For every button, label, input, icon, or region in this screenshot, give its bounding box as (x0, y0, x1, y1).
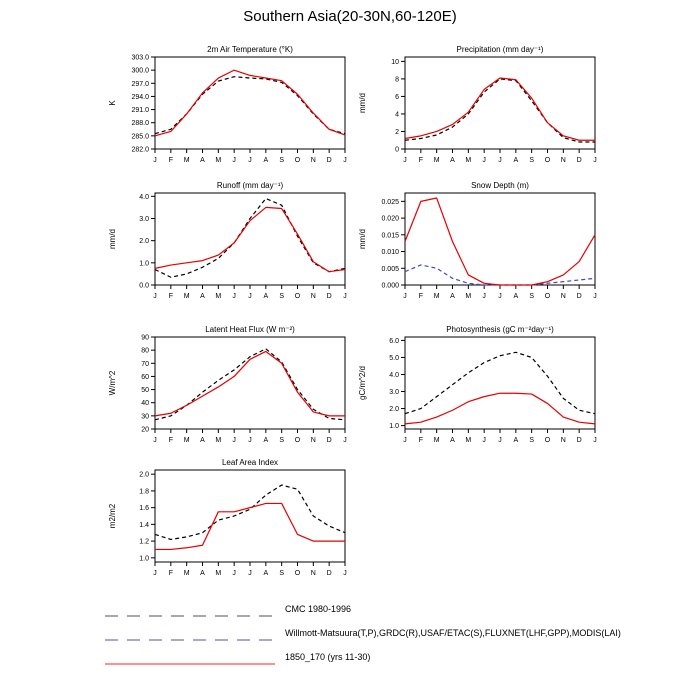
svg-text:0.0: 0.0 (139, 282, 149, 290)
chart-2m-air-temperature (103, 41, 353, 169)
chart-svg (353, 321, 603, 449)
svg-text:30: 30 (141, 413, 149, 421)
svg-text:Latent Heat Flux (W m⁻²): Latent Heat Flux (W m⁻²) (205, 325, 295, 334)
svg-text:M: M (465, 437, 472, 444)
svg-text:F: F (418, 293, 423, 300)
svg-text:J: J (403, 437, 407, 444)
svg-text:2.0: 2.0 (139, 238, 149, 246)
legend-item (105, 597, 685, 621)
svg-text:1.4: 1.4 (139, 521, 149, 529)
svg-text:D: D (576, 157, 582, 164)
svg-text:J: J (403, 293, 407, 300)
legend-line-sample (105, 630, 275, 636)
svg-text:N: N (310, 437, 316, 444)
svg-text:80: 80 (141, 347, 149, 355)
svg-text:K: K (108, 100, 117, 106)
series-line (155, 351, 345, 415)
svg-text:D: D (326, 293, 332, 300)
svg-text:J: J (498, 437, 502, 444)
svg-text:O: O (294, 437, 301, 444)
svg-text:S: S (529, 293, 535, 300)
chart-runoff (103, 177, 353, 305)
svg-text:1.0: 1.0 (389, 423, 399, 431)
svg-text:O: O (544, 293, 551, 300)
svg-text:F: F (168, 293, 173, 300)
svg-text:J: J (593, 293, 597, 300)
svg-text:2m Air Temperature (°K): 2m Air Temperature (°K) (207, 45, 293, 54)
svg-text:J: J (482, 437, 486, 444)
svg-text:M: M (433, 437, 440, 444)
svg-text:S: S (279, 157, 285, 164)
svg-text:4: 4 (395, 111, 399, 119)
svg-text:J: J (343, 157, 347, 164)
legend-label: Willmott-Matsuura(T,P),GRDC(R),USAF/ETAC(S),FLUXNET(LHF,GPP),MODIS(LAI) (285, 628, 621, 638)
svg-text:S: S (279, 293, 285, 300)
legend-line-sample (105, 606, 275, 612)
svg-text:0.015: 0.015 (381, 232, 399, 240)
svg-text:F: F (418, 437, 423, 444)
legend (105, 597, 685, 669)
svg-text:3.0: 3.0 (389, 389, 399, 397)
svg-text:gC/m^2/d: gC/m^2/d (358, 366, 367, 400)
svg-text:2: 2 (395, 128, 399, 136)
svg-text:A: A (513, 293, 519, 300)
svg-text:J: J (248, 293, 252, 300)
svg-text:291.0: 291.0 (131, 107, 149, 115)
svg-text:A: A (450, 437, 455, 444)
legend-item (105, 621, 685, 645)
series-line (155, 207, 345, 271)
svg-text:M: M (215, 157, 222, 164)
svg-text:J: J (593, 437, 597, 444)
chart-svg (353, 41, 603, 169)
svg-text:Photosynthesis (gC m⁻²day⁻¹): Photosynthesis (gC m⁻²day⁻¹) (446, 325, 554, 334)
svg-text:D: D (576, 437, 582, 444)
svg-text:A: A (200, 157, 205, 164)
svg-text:N: N (310, 570, 316, 577)
svg-text:N: N (310, 293, 316, 300)
chart-photosynthesis (353, 321, 603, 449)
svg-text:D: D (326, 157, 332, 164)
svg-text:50: 50 (141, 387, 149, 395)
svg-text:D: D (326, 437, 332, 444)
svg-text:M: M (183, 293, 190, 300)
svg-text:J: J (153, 157, 157, 164)
series-line (155, 70, 345, 136)
svg-text:303.0: 303.0 (131, 54, 149, 62)
svg-text:mm/d: mm/d (358, 93, 367, 113)
chart-svg (103, 177, 353, 305)
svg-text:O: O (544, 157, 551, 164)
svg-text:F: F (418, 157, 423, 164)
series-line (405, 198, 595, 285)
svg-text:1.0: 1.0 (139, 260, 149, 268)
chart-svg (353, 177, 603, 305)
svg-text:J: J (343, 437, 347, 444)
chart-latent-heat-flux (103, 321, 353, 449)
svg-text:N: N (560, 437, 566, 444)
svg-text:J: J (482, 157, 486, 164)
svg-text:90: 90 (141, 334, 149, 342)
chart-svg (103, 454, 353, 582)
svg-text:M: M (215, 570, 222, 577)
svg-text:J: J (498, 293, 502, 300)
svg-text:J: J (232, 437, 236, 444)
svg-text:285.0: 285.0 (131, 133, 149, 141)
series-line (405, 265, 595, 285)
svg-text:40: 40 (141, 400, 149, 408)
svg-text:M: M (433, 293, 440, 300)
page-title: Southern Asia(20-30N,60-120E) (243, 8, 457, 25)
svg-text:N: N (310, 157, 316, 164)
svg-text:70: 70 (141, 360, 149, 368)
svg-text:0.020: 0.020 (381, 215, 399, 223)
svg-text:Leaf Area Index: Leaf Area Index (221, 458, 279, 467)
svg-text:J: J (232, 157, 236, 164)
svg-text:A: A (513, 437, 519, 444)
series-line (405, 352, 595, 413)
svg-text:1.0: 1.0 (139, 555, 149, 563)
svg-text:mm/d: mm/d (108, 229, 117, 249)
svg-text:J: J (482, 293, 486, 300)
svg-text:O: O (294, 570, 301, 577)
svg-text:M: M (183, 437, 190, 444)
svg-text:60: 60 (141, 373, 149, 381)
svg-text:M: M (215, 293, 222, 300)
svg-text:M: M (183, 157, 190, 164)
svg-text:0.010: 0.010 (381, 249, 399, 257)
chart-svg (103, 41, 353, 169)
svg-text:S: S (279, 570, 285, 577)
svg-text:4.0: 4.0 (139, 193, 149, 201)
svg-text:288.0: 288.0 (131, 120, 149, 128)
svg-text:W/m^2: W/m^2 (108, 370, 117, 396)
svg-text:282.0: 282.0 (131, 146, 149, 154)
svg-text:J: J (248, 157, 252, 164)
chart-snow-depth (353, 177, 603, 305)
svg-text:O: O (294, 293, 301, 300)
svg-text:D: D (576, 293, 582, 300)
svg-text:294.0: 294.0 (131, 93, 149, 101)
svg-text:J: J (593, 157, 597, 164)
chart-leaf-area-index (103, 454, 353, 582)
svg-text:A: A (263, 157, 269, 164)
svg-text:J: J (153, 293, 157, 300)
svg-text:300.0: 300.0 (131, 67, 149, 75)
svg-text:0.000: 0.000 (381, 282, 399, 290)
svg-text:297.0: 297.0 (131, 80, 149, 88)
svg-text:S: S (529, 437, 535, 444)
svg-text:J: J (248, 570, 252, 577)
svg-text:5.0: 5.0 (389, 354, 399, 362)
svg-text:A: A (263, 437, 269, 444)
svg-text:Snow Depth (m): Snow Depth (m) (471, 181, 529, 190)
series-line (405, 78, 595, 140)
svg-text:J: J (343, 293, 347, 300)
svg-text:0: 0 (395, 146, 399, 154)
svg-text:Precipitation (mm day⁻¹): Precipitation (mm day⁻¹) (456, 45, 544, 54)
svg-text:F: F (168, 157, 173, 164)
svg-text:M: M (433, 157, 440, 164)
svg-text:3.0: 3.0 (139, 215, 149, 223)
svg-text:J: J (153, 437, 157, 444)
svg-text:A: A (263, 570, 269, 577)
svg-text:m2/m2: m2/m2 (108, 503, 117, 529)
svg-text:A: A (200, 293, 205, 300)
svg-text:6.0: 6.0 (389, 337, 399, 345)
svg-text:A: A (450, 293, 455, 300)
svg-text:2.0: 2.0 (389, 406, 399, 414)
series-line (155, 485, 345, 539)
svg-text:J: J (232, 293, 236, 300)
svg-text:1.8: 1.8 (139, 488, 149, 496)
svg-text:1.6: 1.6 (139, 505, 149, 513)
svg-text:1.2: 1.2 (139, 538, 149, 546)
series-line (155, 503, 345, 549)
series-line (405, 393, 595, 424)
legend-label: 1850_170 (yrs 11-30) (285, 652, 371, 662)
svg-text:J: J (343, 570, 347, 577)
svg-text:M: M (465, 157, 472, 164)
svg-text:A: A (513, 157, 519, 164)
legend-line-sample (105, 654, 275, 660)
legend-label: CMC 1980-1996 (285, 604, 352, 614)
svg-text:J: J (248, 437, 252, 444)
svg-text:A: A (450, 157, 455, 164)
svg-text:A: A (263, 293, 269, 300)
svg-text:N: N (560, 157, 566, 164)
svg-text:6: 6 (395, 93, 399, 101)
svg-text:J: J (153, 570, 157, 577)
svg-text:10: 10 (391, 58, 399, 66)
svg-text:J: J (232, 570, 236, 577)
svg-text:M: M (215, 437, 222, 444)
svg-text:M: M (183, 570, 190, 577)
svg-text:mm/d: mm/d (358, 229, 367, 249)
chart-precipitation (353, 41, 603, 169)
legend-item (105, 645, 685, 669)
svg-text:J: J (498, 157, 502, 164)
svg-text:M: M (465, 293, 472, 300)
svg-text:S: S (279, 437, 285, 444)
chart-svg (103, 321, 353, 449)
series-line (155, 199, 345, 278)
svg-text:0.025: 0.025 (381, 198, 399, 206)
svg-text:F: F (168, 437, 173, 444)
svg-text:O: O (294, 157, 301, 164)
svg-text:J: J (403, 157, 407, 164)
svg-text:A: A (200, 437, 205, 444)
svg-text:S: S (529, 157, 535, 164)
svg-text:D: D (326, 570, 332, 577)
svg-text:N: N (560, 293, 566, 300)
svg-text:0.005: 0.005 (381, 265, 399, 273)
svg-text:4.0: 4.0 (389, 371, 399, 379)
svg-text:Runoff (mm day⁻¹): Runoff (mm day⁻¹) (216, 181, 284, 190)
svg-text:8: 8 (395, 76, 399, 84)
svg-text:O: O (544, 437, 551, 444)
series-line (155, 77, 345, 134)
svg-text:F: F (168, 570, 173, 577)
svg-text:A: A (200, 570, 205, 577)
svg-text:20: 20 (141, 426, 149, 434)
svg-text:2.0: 2.0 (139, 471, 149, 479)
